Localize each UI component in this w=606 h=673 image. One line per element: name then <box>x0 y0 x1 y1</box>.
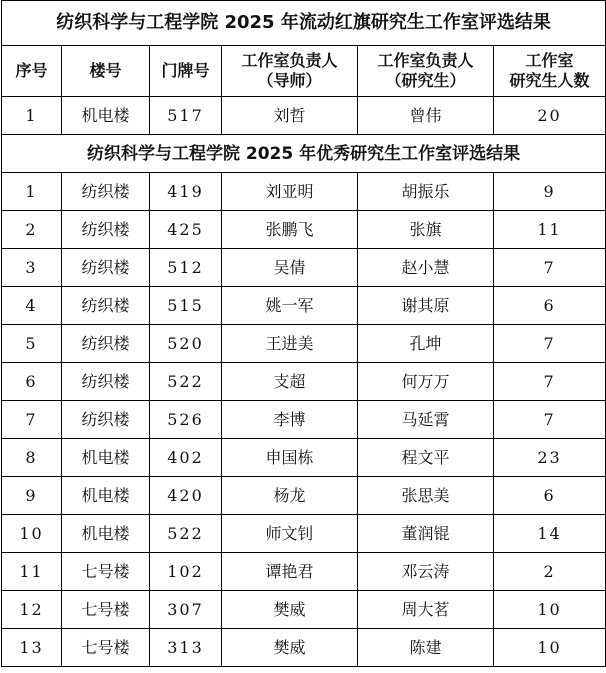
cell-student: 赵小慧 <box>358 249 494 287</box>
header-building: 楼号 <box>62 46 150 97</box>
cell-building: 七号楼 <box>62 629 150 667</box>
cell-student: 张旗 <box>358 211 494 249</box>
table-row <box>2 477 606 515</box>
cell-building: 七号楼 <box>62 591 150 629</box>
header-room: 门牌号 <box>150 46 222 97</box>
cell-idx: 2 <box>2 211 62 249</box>
cell-room: 425 <box>150 211 222 249</box>
cell-count: 2 <box>494 553 606 591</box>
cell-room: 522 <box>150 363 222 401</box>
cell-advisor: 师文钊 <box>222 515 358 553</box>
cell-idx: 12 <box>2 591 62 629</box>
cell-advisor: 申国栋 <box>222 439 358 477</box>
header-student-line2: （研究生） <box>385 71 466 90</box>
cell-count: 11 <box>494 211 606 249</box>
cell-advisor: 张鹏飞 <box>222 211 358 249</box>
results-table <box>1 0 606 667</box>
cell-count: 20 <box>494 97 606 135</box>
cell-room: 517 <box>150 97 222 135</box>
cell-student: 董润锟 <box>358 515 494 553</box>
cell-count: 7 <box>494 401 606 439</box>
cell-student: 邓云涛 <box>358 553 494 591</box>
cell-idx: 6 <box>2 363 62 401</box>
cell-student: 何万万 <box>358 363 494 401</box>
table-row <box>2 629 606 667</box>
cell-idx: 9 <box>2 477 62 515</box>
cell-building: 七号楼 <box>62 553 150 591</box>
cell-advisor: 吴倩 <box>222 249 358 287</box>
cell-student: 陈建 <box>358 629 494 667</box>
cell-count: 6 <box>494 477 606 515</box>
cell-building: 纺织楼 <box>62 401 150 439</box>
header-student <box>358 46 494 97</box>
cell-student: 孔坤 <box>358 325 494 363</box>
cell-room: 402 <box>150 439 222 477</box>
cell-idx: 7 <box>2 401 62 439</box>
header-student-line1: 工作室负责人 <box>377 51 474 70</box>
cell-advisor: 樊威 <box>222 591 358 629</box>
header-count-line1: 工作室 <box>525 51 574 70</box>
cell-advisor: 支超 <box>222 363 358 401</box>
cell-advisor: 刘亚明 <box>222 173 358 211</box>
cell-building: 机电楼 <box>62 477 150 515</box>
cell-count: 7 <box>494 249 606 287</box>
cell-idx: 5 <box>2 325 62 363</box>
table-row <box>2 363 606 401</box>
table-row <box>2 515 606 553</box>
table-row <box>2 287 606 325</box>
header-idx: 序号 <box>2 46 62 97</box>
table-row <box>2 173 606 211</box>
header-row <box>2 46 606 97</box>
table-row <box>2 591 606 629</box>
cell-building: 机电楼 <box>62 439 150 477</box>
cell-building: 纺织楼 <box>62 325 150 363</box>
cell-room: 515 <box>150 287 222 325</box>
table-row <box>2 97 606 135</box>
cell-room: 526 <box>150 401 222 439</box>
cell-student: 张思美 <box>358 477 494 515</box>
cell-advisor: 刘哲 <box>222 97 358 135</box>
header-advisor <box>222 46 358 97</box>
cell-advisor: 杨龙 <box>222 477 358 515</box>
cell-building: 纺织楼 <box>62 211 150 249</box>
header-advisor-line2: （导师） <box>257 71 322 90</box>
cell-building: 纺织楼 <box>62 173 150 211</box>
cell-idx: 10 <box>2 515 62 553</box>
table-row <box>2 439 606 477</box>
cell-student: 曾伟 <box>358 97 494 135</box>
header-advisor-line1: 工作室负责人 <box>241 51 338 70</box>
cell-count: 7 <box>494 325 606 363</box>
title-row-excellent <box>2 135 606 173</box>
cell-room: 420 <box>150 477 222 515</box>
cell-room: 512 <box>150 249 222 287</box>
cell-count: 23 <box>494 439 606 477</box>
cell-idx: 1 <box>2 97 62 135</box>
cell-room: 419 <box>150 173 222 211</box>
cell-count: 9 <box>494 173 606 211</box>
cell-count: 10 <box>494 591 606 629</box>
cell-idx: 11 <box>2 553 62 591</box>
cell-room: 102 <box>150 553 222 591</box>
cell-building: 纺织楼 <box>62 363 150 401</box>
cell-advisor: 姚一军 <box>222 287 358 325</box>
cell-student: 马延霄 <box>358 401 494 439</box>
cell-idx: 8 <box>2 439 62 477</box>
cell-count: 14 <box>494 515 606 553</box>
header-count-line2: 研究生人数 <box>509 71 590 90</box>
header-count <box>494 46 606 97</box>
cell-room: 307 <box>150 591 222 629</box>
cell-idx: 4 <box>2 287 62 325</box>
cell-student: 胡振乐 <box>358 173 494 211</box>
cell-count: 10 <box>494 629 606 667</box>
cell-idx: 1 <box>2 173 62 211</box>
table-row <box>2 249 606 287</box>
title-row-red-flag <box>2 1 606 46</box>
table-row <box>2 553 606 591</box>
cell-room: 520 <box>150 325 222 363</box>
cell-idx: 3 <box>2 249 62 287</box>
cell-student: 谢其原 <box>358 287 494 325</box>
cell-building: 纺织楼 <box>62 287 150 325</box>
cell-student: 周大茗 <box>358 591 494 629</box>
cell-building: 机电楼 <box>62 97 150 135</box>
cell-idx: 13 <box>2 629 62 667</box>
cell-advisor: 李博 <box>222 401 358 439</box>
cell-room: 522 <box>150 515 222 553</box>
table-row <box>2 211 606 249</box>
cell-building: 机电楼 <box>62 515 150 553</box>
table-row <box>2 325 606 363</box>
cell-advisor: 王进美 <box>222 325 358 363</box>
cell-count: 6 <box>494 287 606 325</box>
cell-room: 313 <box>150 629 222 667</box>
table-title-red-flag: 纺织科学与工程学院 2025 年流动红旗研究生工作室评选结果 <box>2 1 606 46</box>
cell-advisor: 谭艳君 <box>222 553 358 591</box>
table-row <box>2 401 606 439</box>
cell-count: 7 <box>494 363 606 401</box>
table-title-excellent: 纺织科学与工程学院 2025 年优秀研究生工作室评选结果 <box>2 135 606 173</box>
cell-advisor: 樊威 <box>222 629 358 667</box>
cell-student: 程文平 <box>358 439 494 477</box>
cell-building: 纺织楼 <box>62 249 150 287</box>
